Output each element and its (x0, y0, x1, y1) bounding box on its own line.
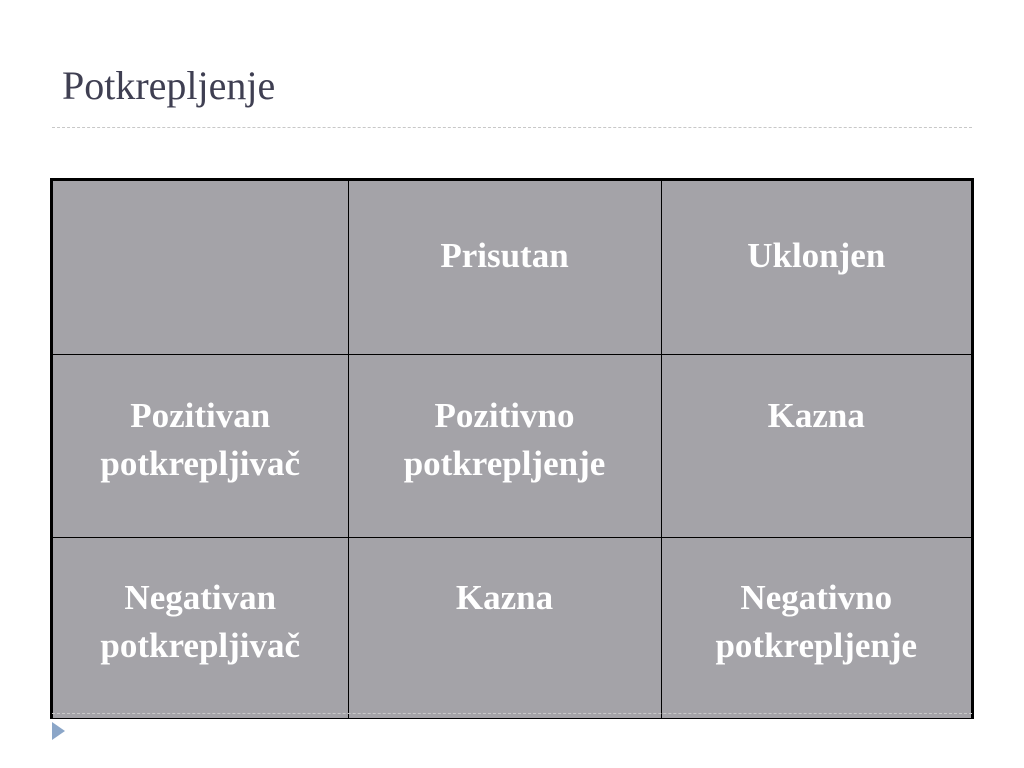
row-header-negativan: Negativan potkrepljivač (53, 537, 348, 718)
table-row (53, 537, 971, 718)
table-cell: Kazna (348, 537, 661, 718)
column-header-uklonjen: Uklonjen (661, 181, 971, 354)
table-cell: Negativno potkrepljenje (661, 537, 971, 718)
table-header-row (53, 181, 971, 354)
table-corner-cell (53, 181, 348, 354)
row-header-pozitivan: Pozitivan potkrepljivač (53, 354, 348, 537)
footer-divider (52, 713, 972, 714)
triangle-bullet-icon (52, 722, 65, 740)
reinforcement-grid (53, 181, 971, 718)
title-divider (52, 127, 972, 128)
table-cell: Kazna (661, 354, 971, 537)
slide-title: Potkrepljenje (62, 63, 276, 108)
table-row (53, 354, 971, 537)
table-cell: Pozitivno potkrepljenje (348, 354, 661, 537)
column-header-prisutan: Prisutan (348, 181, 661, 354)
reinforcement-table (50, 178, 974, 719)
